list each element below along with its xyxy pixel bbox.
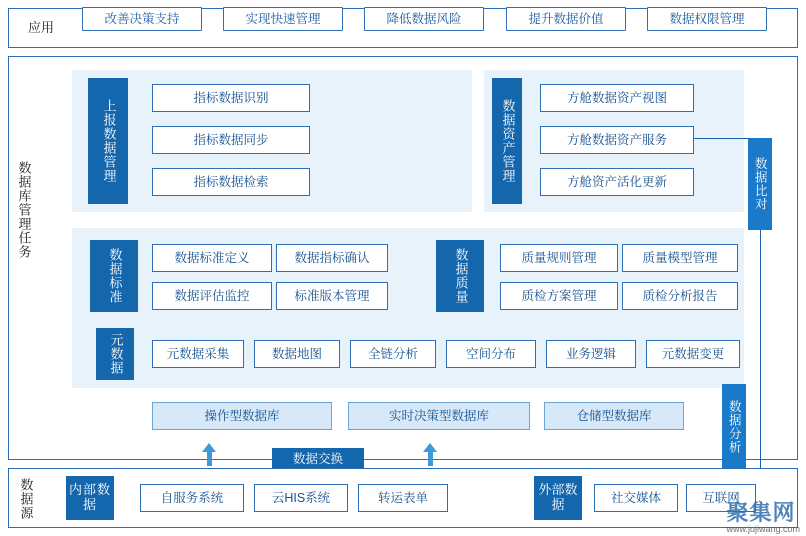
connector-compare-down <box>760 230 761 480</box>
database-management-title: 数据库管理任务 <box>16 161 32 259</box>
chip-quality-2[interactable]: 质检方案管理 <box>500 282 618 310</box>
app-item-1[interactable]: 实现快速管理 <box>223 7 343 31</box>
group-head-metadata[interactable]: 元数据 <box>96 328 134 380</box>
app-item-3[interactable]: 提升数据价值 <box>506 7 626 31</box>
chip-report-2[interactable]: 指标数据检索 <box>152 168 310 196</box>
internal-data-head[interactable]: 内部数据 <box>66 476 114 520</box>
chip-meta-4[interactable]: 业务逻辑 <box>546 340 636 368</box>
chip-quality-1[interactable]: 质量模型管理 <box>622 244 738 272</box>
chip-quality-0[interactable]: 质量规则管理 <box>500 244 618 272</box>
source-internal-0[interactable]: 自服务系统 <box>140 484 244 512</box>
chip-standard-0[interactable]: 数据标准定义 <box>152 244 272 272</box>
app-item-0[interactable]: 改善决策支持 <box>82 7 202 31</box>
arrow-stem-right <box>428 452 433 466</box>
source-external-0[interactable]: 社交媒体 <box>594 484 678 512</box>
arrow-up-right-icon <box>423 443 437 452</box>
chip-meta-0[interactable]: 元数据采集 <box>152 340 244 368</box>
chip-asset-0[interactable]: 方舱数据资产视图 <box>540 84 694 112</box>
chip-meta-5[interactable]: 元数据变更 <box>646 340 740 368</box>
chip-standard-1[interactable]: 数据指标确认 <box>276 244 388 272</box>
chip-meta-3[interactable]: 空间分布 <box>446 340 536 368</box>
application-layer-title: 应用 <box>27 19 54 35</box>
side-tab-data-compare[interactable]: 数据比对 <box>748 138 772 230</box>
chip-quality-3[interactable]: 质检分析报告 <box>622 282 738 310</box>
database-realtime[interactable]: 实时决策型数据库 <box>348 402 530 430</box>
chip-standard-3[interactable]: 标准版本管理 <box>276 282 388 310</box>
database-operational[interactable]: 操作型数据库 <box>152 402 332 430</box>
chip-meta-1[interactable]: 数据地图 <box>254 340 340 368</box>
group-head-quality[interactable]: 数据质量 <box>436 240 484 312</box>
source-internal-1[interactable]: 云HIS系统 <box>254 484 348 512</box>
arrow-up-left-icon <box>202 443 216 452</box>
chip-meta-2[interactable]: 全链分析 <box>350 340 436 368</box>
chip-asset-1[interactable]: 方舱数据资产服务 <box>540 126 694 154</box>
watermark-sub: www.jujiwang.com <box>726 524 800 534</box>
watermark <box>726 496 800 534</box>
group-head-report[interactable]: 上报数据管理 <box>88 78 128 204</box>
watermark-text: 聚集网 <box>726 500 796 525</box>
data-source-title: 数据源 <box>18 478 34 520</box>
chip-report-0[interactable]: 指标数据识别 <box>152 84 310 112</box>
arrow-stem-left <box>207 452 212 466</box>
database-warehouse[interactable]: 仓储型数据库 <box>544 402 684 430</box>
chip-standard-2[interactable]: 数据评估监控 <box>152 282 272 310</box>
app-item-4[interactable]: 数据权限管理 <box>647 7 767 31</box>
external-data-head[interactable]: 外部数据 <box>534 476 582 520</box>
app-item-2[interactable]: 降低数据风险 <box>364 7 484 31</box>
group-head-asset[interactable]: 数据资产管理 <box>492 78 522 204</box>
chip-asset-2[interactable]: 方舱资产活化更新 <box>540 168 694 196</box>
group-head-standard[interactable]: 数据标准 <box>90 240 138 312</box>
data-exchange-tag[interactable]: 数据交换 <box>272 448 364 470</box>
side-tab-data-analysis[interactable]: 数据分析 <box>722 384 746 470</box>
connector-compare-top <box>694 138 750 139</box>
source-external-1[interactable]: 互联网 <box>686 484 756 512</box>
source-internal-2[interactable]: 转运表单 <box>358 484 448 512</box>
chip-report-1[interactable]: 指标数据同步 <box>152 126 310 154</box>
